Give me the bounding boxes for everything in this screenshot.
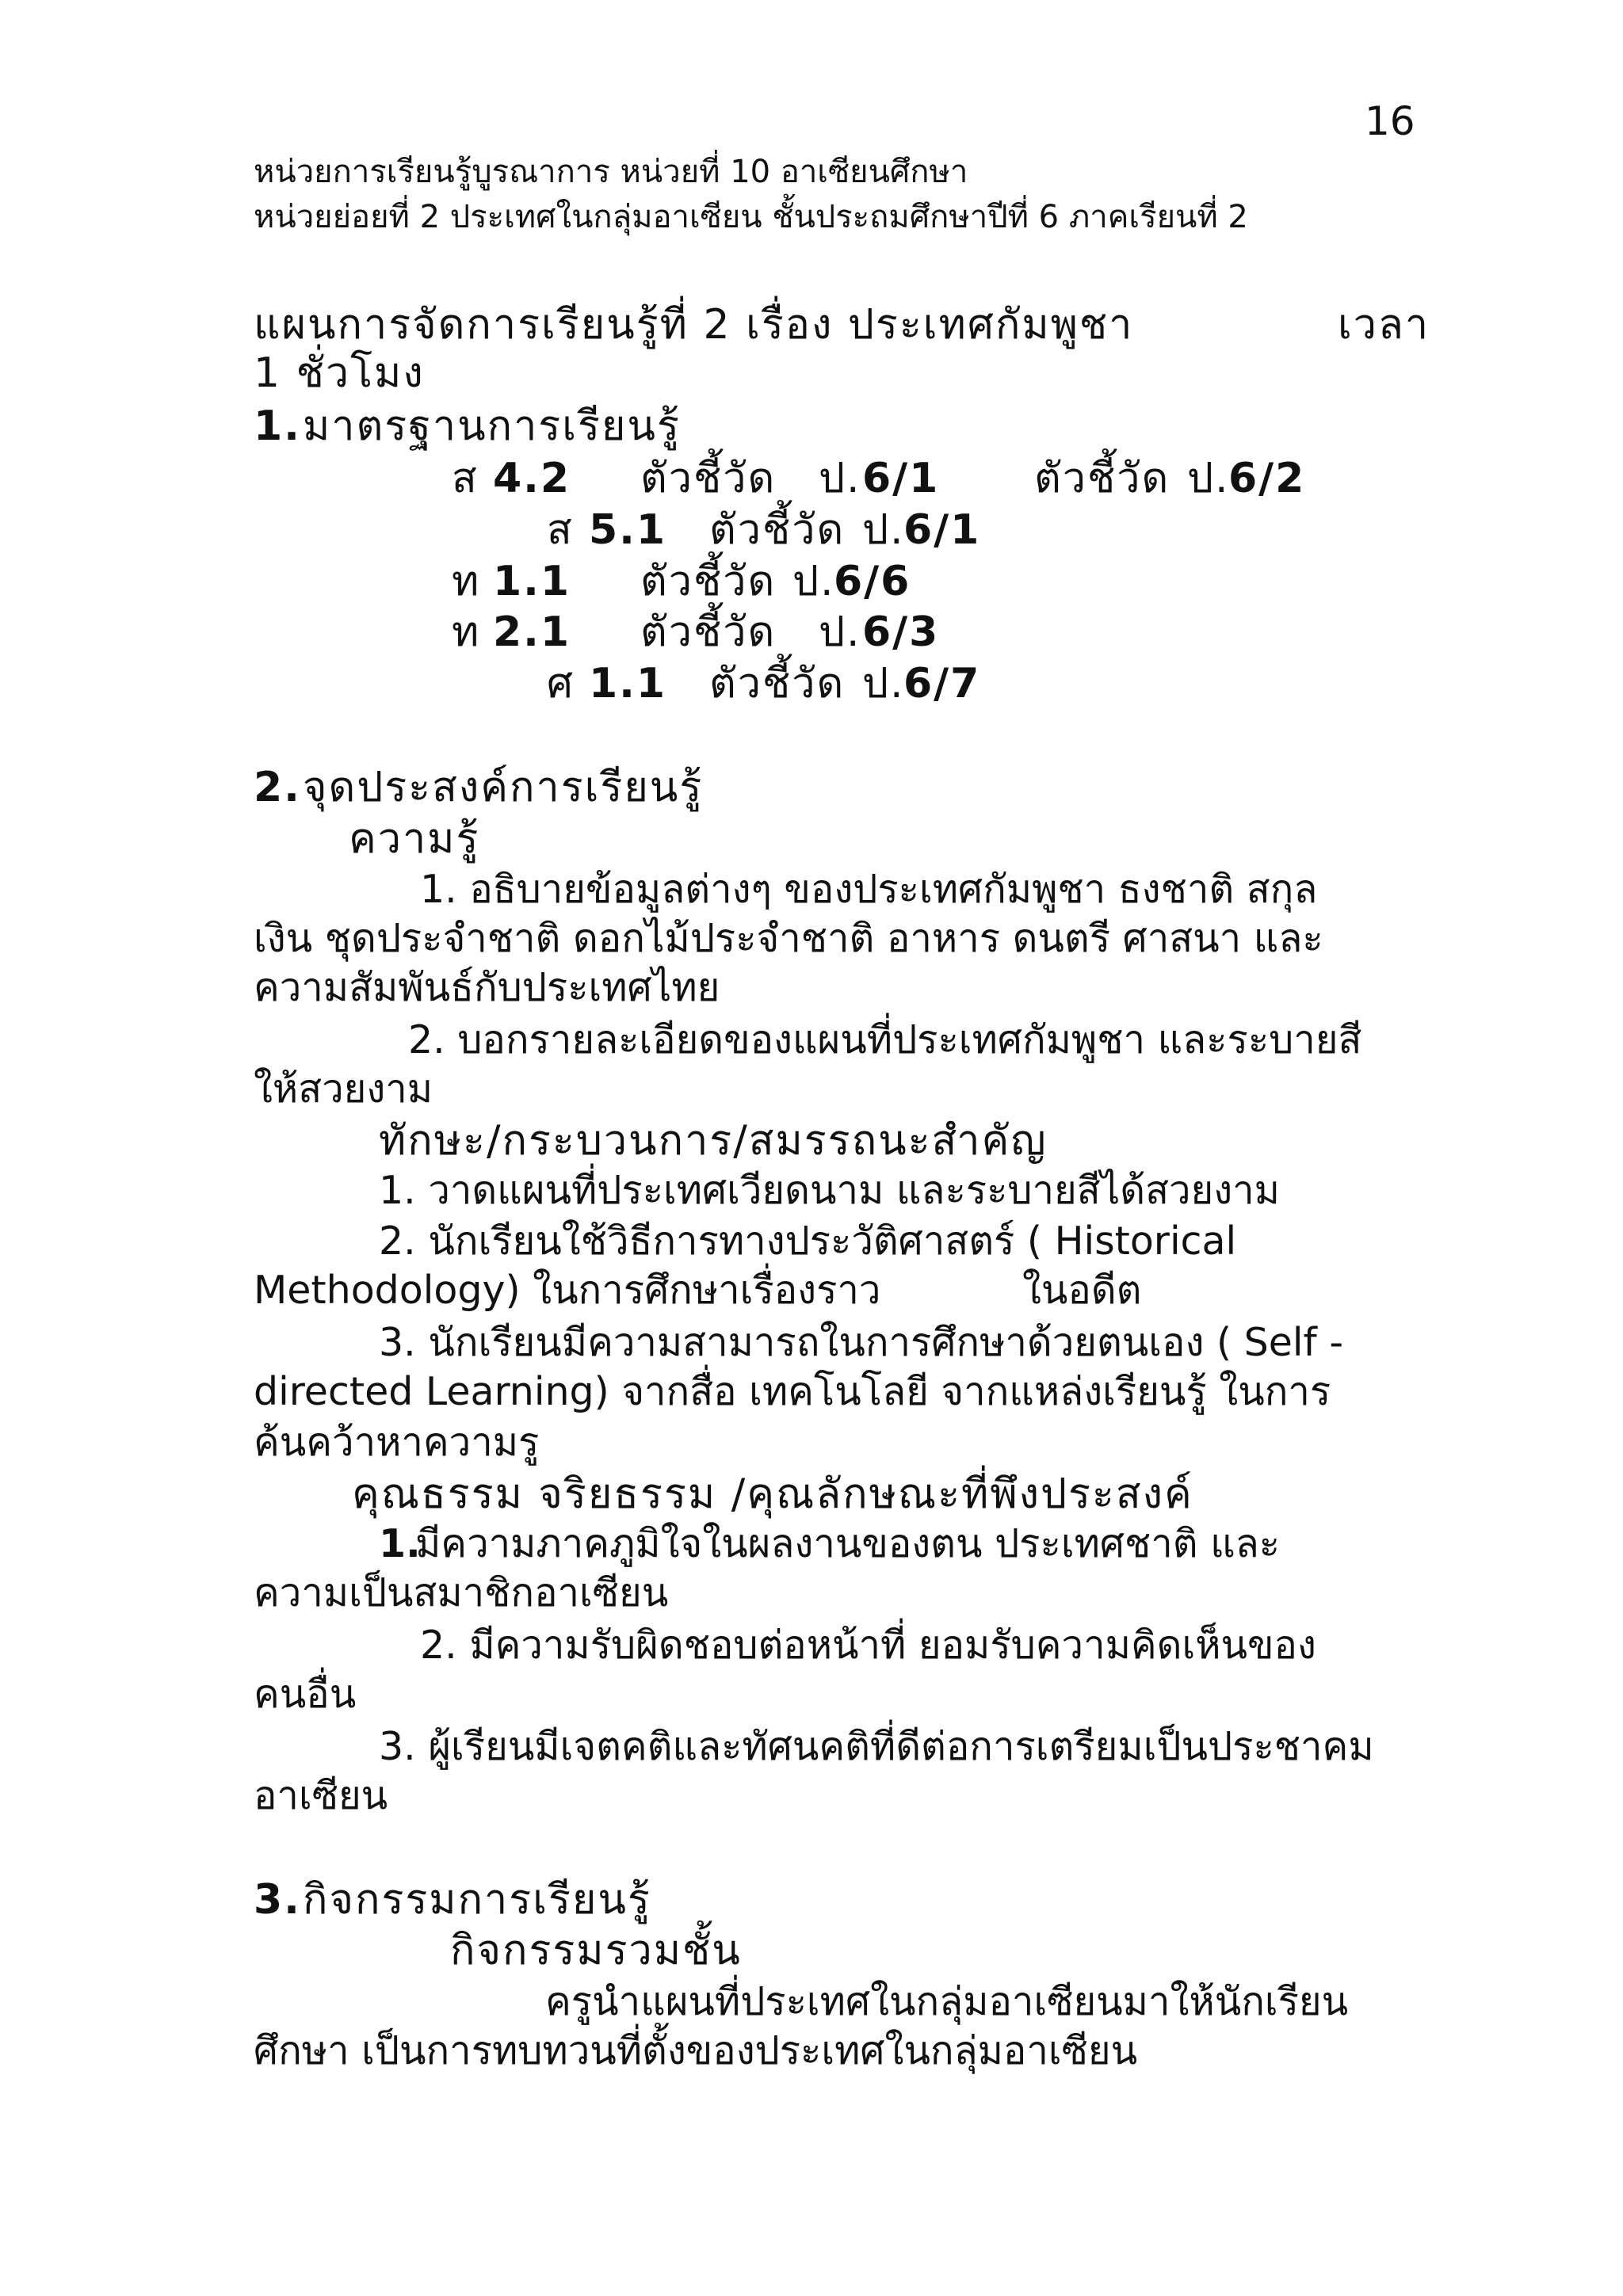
knowledge-item-2-line-2: ให้สวยงาม bbox=[254, 1066, 433, 1112]
ethics-item-2-line-1: 2. มีความรับผิดชอบต่อหน้าที่ ยอมรับความคิดเห็นของ bbox=[420, 1623, 1316, 1668]
ethics-heading: คุณธรรม จริยธรรม /คุณลักษณะที่พึงประสงค์ bbox=[352, 1470, 1193, 1518]
standard-subject: ท bbox=[452, 608, 481, 656]
activity-subheading: กิจกรรมรวมชั้น bbox=[450, 1927, 742, 1974]
knowledge-item-2-line-1: 2. บอกรายละเอียดของแผนที่ประเทศกัมพูชา และระบายสี bbox=[408, 1017, 1362, 1062]
indicator-value: 6/1 bbox=[903, 506, 981, 554]
standard-code: 1.1 bbox=[493, 558, 571, 605]
indicator-prefix: ป. bbox=[792, 558, 835, 605]
skills-item-3-line-2: directed Learning) จากสื่อ เทคโนโลยี จากแหล่งเรียนรู้ ในการ bbox=[254, 1369, 1331, 1414]
indicator-prefix: ป. bbox=[1187, 455, 1230, 502]
indicator-label: ตัวชี้วัด bbox=[640, 455, 777, 502]
ethics-item-1-number: 1. bbox=[379, 1521, 421, 1566]
indicator-label: ตัวชี้วัด bbox=[640, 558, 777, 605]
knowledge-heading: ความรู้ bbox=[349, 815, 480, 863]
skills-heading: ทักษะ/กระบวนการ/สมรรถนะสำคัญ bbox=[379, 1117, 1048, 1165]
indicator-prefix: ป. bbox=[819, 455, 861, 502]
standard-subject: ส bbox=[452, 455, 479, 502]
section-1-number: 1. bbox=[254, 402, 301, 450]
indicator-label: ตัวชี้วัด bbox=[640, 608, 777, 656]
header-subunit-line: หน่วยย่อยที่ 2 ประเทศในกลุ่มอาเซียน ชั้นประถมศึกษาปีที่ 6 ภาคเรียนที่ 2 bbox=[254, 199, 1248, 235]
skills-item-2-line-1: 2. นักเรียนใช้วิธีการทางประวัติศาสตร์ ( Historical bbox=[379, 1219, 1237, 1264]
knowledge-item-1-line-3: ความสัมพันธ์กับประเทศไทย bbox=[254, 965, 720, 1010]
activity-paragraph-line-1: ครูนำแผนที่ประเทศในกลุ่มอาเซียนมาให้นักเรียน bbox=[545, 1979, 1349, 2024]
indicator-value: 6/6 bbox=[834, 558, 911, 605]
knowledge-item-1-line-2: เงิน ชุดประจำชาติ ดอกไม้ประจำชาติ อาหาร ดนตรี ศาสนา และ bbox=[254, 916, 1323, 961]
standard-subject: ท bbox=[452, 558, 481, 605]
indicator-value: 6/7 bbox=[903, 660, 981, 707]
plan-time-label: เวลา bbox=[1338, 301, 1430, 349]
header-unit-line: หน่วยการเรียนรู้บูรณาการ หน่วยที่ 10 อาเซียนศึกษา bbox=[254, 154, 968, 190]
indicator-prefix: ป. bbox=[862, 660, 905, 707]
skills-item-3-line-3: ค้นคว้าหาความรู bbox=[254, 1420, 540, 1465]
indicator-value: 6/1 bbox=[862, 455, 940, 502]
standard-subject: ศ bbox=[547, 660, 575, 707]
standard-code: 2.1 bbox=[493, 608, 571, 656]
standard-code: 1.1 bbox=[589, 660, 667, 707]
skills-item-2-line-3: ในอดีต bbox=[1022, 1268, 1142, 1313]
ethics-item-1-line-2: ความเป็นสมาชิกอาเซียน bbox=[254, 1570, 669, 1615]
skills-item-1: 1. วาดแผนที่ประเทศเวียดนาม และระบายสีได้สวยงาม bbox=[379, 1168, 1280, 1213]
indicator-value: 6/2 bbox=[1228, 455, 1306, 502]
standard-code: 4.2 bbox=[493, 455, 571, 502]
activity-paragraph-line-2: ศึกษา เป็นการทบทวนที่ตั้งของประเทศในกลุ่มอาเซียน bbox=[254, 2028, 1138, 2073]
ethics-item-3-line-2: อาเซียน bbox=[254, 1773, 388, 1818]
indicator-label: ตัวชี้วัด bbox=[709, 506, 846, 554]
knowledge-item-1-line-1: 1. อธิบายข้อมูลต่างๆ ของประเทศกัมพูชา ธงชาติ สกุล bbox=[420, 867, 1318, 912]
section-2-number: 2. bbox=[254, 764, 301, 811]
section-1-title: มาตรฐานการเรียนรู้ bbox=[303, 402, 681, 450]
indicator-label: ตัวชี้วัด bbox=[709, 660, 846, 707]
plan-duration: 1 ชั่วโมง bbox=[254, 349, 425, 397]
plan-title: แผนการจัดการเรียนรู้ที่ 2 เรื่อง ประเทศกัมพูชา bbox=[254, 301, 1134, 349]
ethics-item-3-line-1: 3. ผู้เรียนมีเจตคติและทัศนคติที่ดีต่อการเตรียมเป็นประชาคม bbox=[379, 1724, 1374, 1769]
skills-item-3-line-1: 3. นักเรียนมีความสามารถในการศึกษาด้วยตนเอง ( Self - bbox=[379, 1320, 1344, 1365]
ethics-item-2-line-2: คนอื่น bbox=[254, 1672, 357, 1717]
indicator-prefix: ป. bbox=[862, 506, 905, 554]
page-number: 16 bbox=[1365, 98, 1415, 144]
standard-subject: ส bbox=[547, 506, 574, 554]
indicator-prefix: ป. bbox=[819, 608, 861, 656]
section-3-number: 3. bbox=[254, 1876, 301, 1924]
section-3-title: กิจกรรมการเรียนรู้ bbox=[303, 1876, 651, 1924]
ethics-item-1-line-1: มีความภาคภูมิใจในผลงานของตน ประเทศชาติ และ bbox=[415, 1521, 1281, 1566]
skills-item-2-line-2: Methodology) ในการศึกษาเรื่องราว bbox=[254, 1268, 881, 1313]
standard-code: 5.1 bbox=[589, 506, 667, 554]
indicator-value: 6/3 bbox=[862, 608, 940, 656]
section-2-title: จุดประสงค์การเรียนรู้ bbox=[303, 764, 704, 811]
indicator-label: ตัวชี้วัด bbox=[1034, 455, 1170, 502]
